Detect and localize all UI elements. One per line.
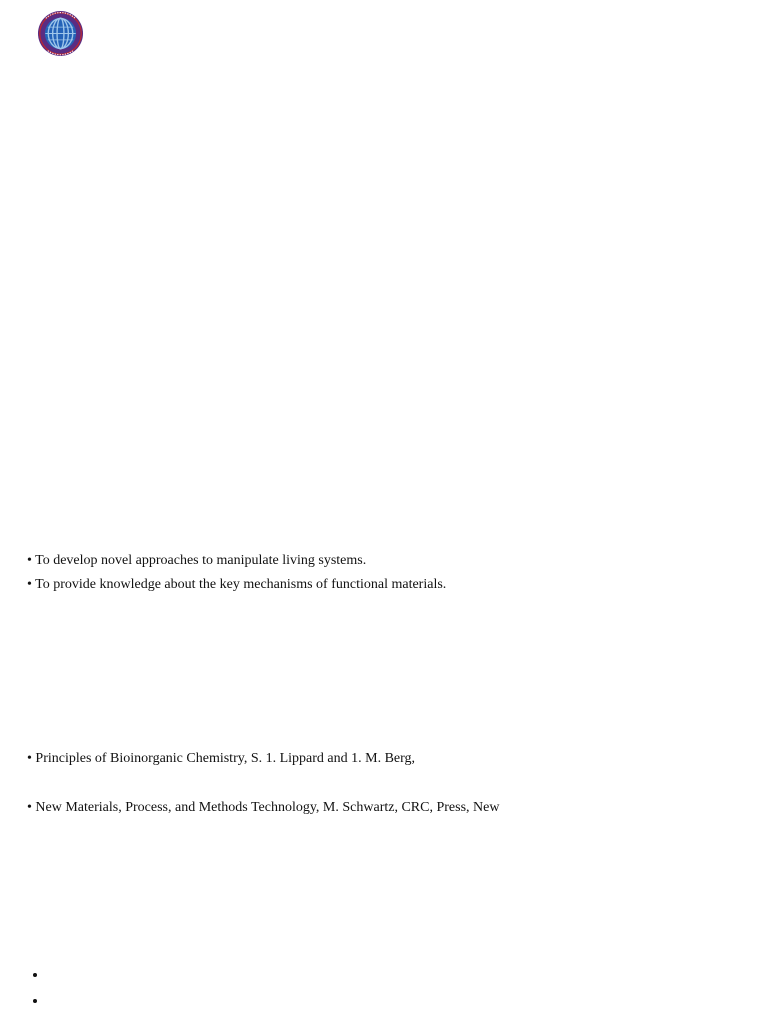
reference-line-1: • Principles of Bioinorganic Chemistry, S. 1. Lippard and 1. M. Berg, (27, 751, 416, 766)
objective-line-1: • To develop novel approaches to manipulate living systems. (27, 553, 367, 568)
university-seal-icon (37, 10, 84, 57)
empty-bullet-list (26, 962, 48, 1014)
objective-line-2: • To provide knowledge about the key mechanisms of functional materials. (27, 577, 447, 592)
reference-line-2: • New Materials, Process, and Methods Technology, M. Schwartz, CRC, Press, New (27, 800, 500, 815)
